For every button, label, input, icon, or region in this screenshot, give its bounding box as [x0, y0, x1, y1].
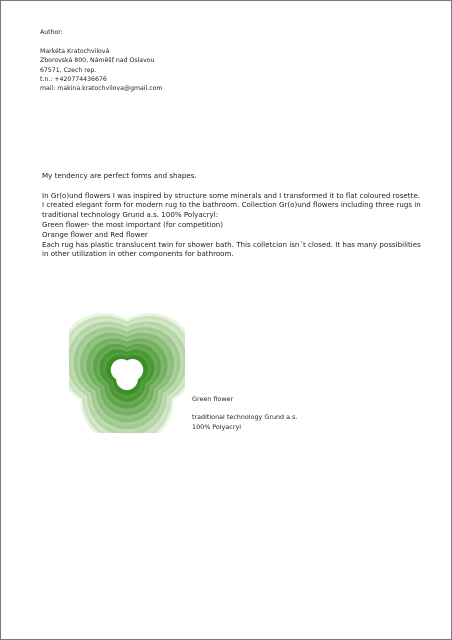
collection-paragraph	[42, 191, 442, 260]
author-phone: t.n.: +420774436676	[40, 76, 107, 84]
text-line: Orange flower and Red flower	[42, 229, 148, 239]
author-label: Author:	[40, 29, 63, 36]
product-technology: traditional technology Grund a.s.	[192, 413, 298, 422]
text-line: Each rug has plastic translucent twin for shower bath. This colletcion isn´t closed. It has many possibilities	[42, 239, 421, 249]
text-line: In Gr(o)und flowers I was inspired by structure some minerals and I transformed it to flat coloured rosette.	[42, 190, 420, 200]
product-name: Green flower	[192, 395, 234, 403]
green-flower-rosette-image	[69, 309, 185, 433]
text-line: traditional technology Grund a.s. 100% Polyacryl:	[42, 210, 219, 220]
text-line: in other utilization in other components for bathroom.	[42, 249, 234, 259]
intro-paragraph	[42, 171, 442, 181]
author-name: Markéta Kratochvilová	[40, 47, 110, 55]
description-text	[42, 171, 442, 259]
text-line: Green flower- the most important (for competition)	[42, 219, 224, 229]
author-block	[40, 28, 162, 94]
text-line: I created elegant form for modern rug to the bathroom. Collection Gr(o)und flowers including three rugs in	[42, 200, 421, 210]
product-caption	[192, 395, 297, 432]
text-line: My tendency are perfect forms and shapes.	[42, 171, 197, 180]
product-material: 100% Polyacryl	[192, 422, 242, 431]
author-street: Zborovská 800, Náměšť nad Oslavou	[40, 57, 155, 65]
author-email: mail: makina.kratochvilova@gmail.com	[40, 85, 163, 93]
author-city: 67571, Czech rep.	[40, 66, 97, 74]
